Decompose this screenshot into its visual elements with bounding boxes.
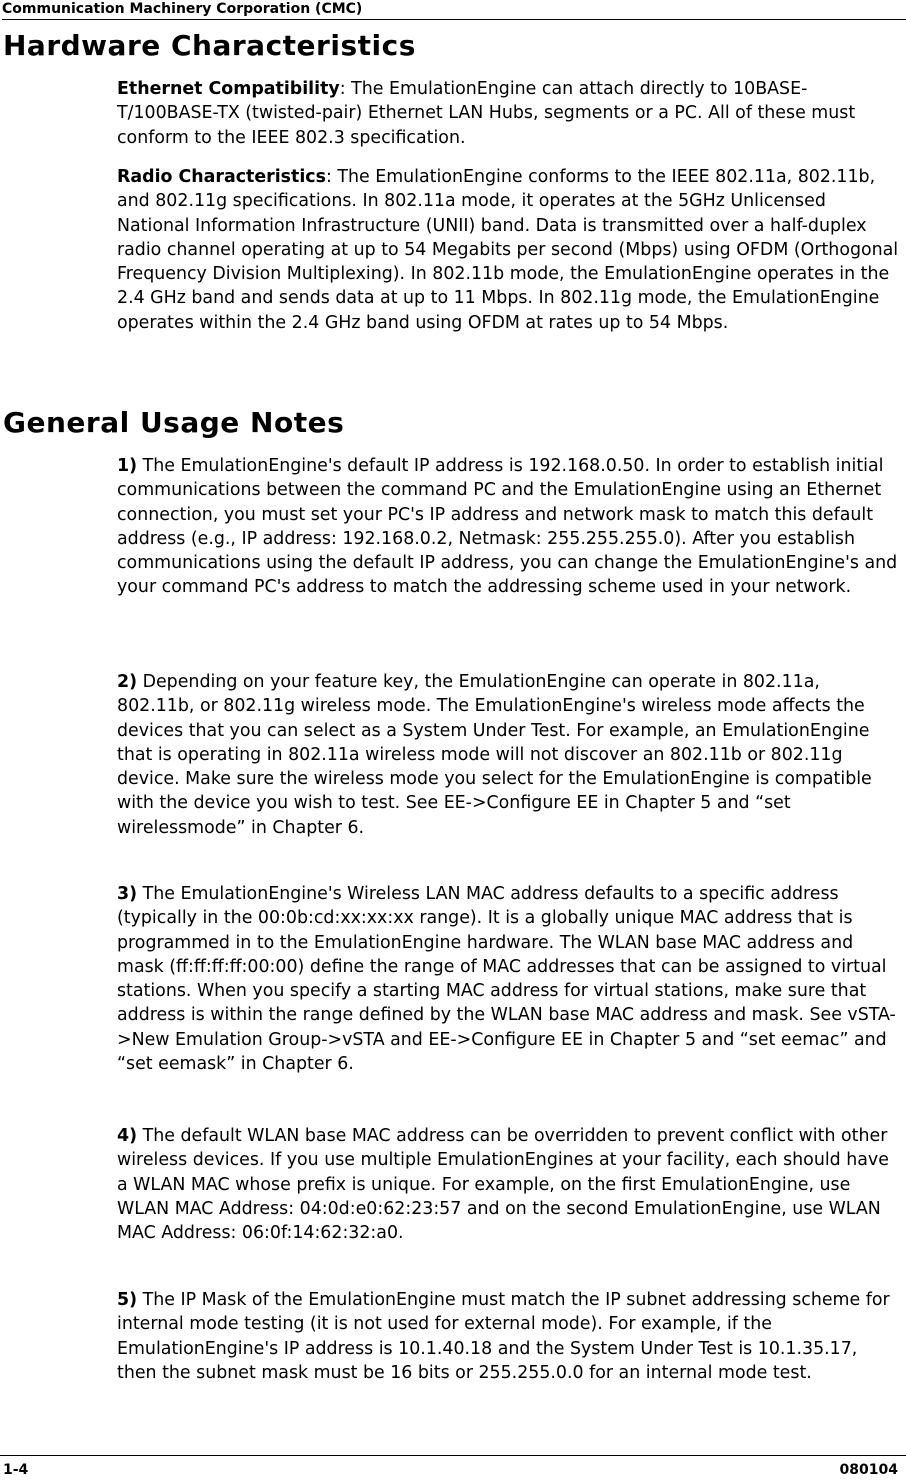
note-number: 4): [117, 1126, 138, 1146]
paragraph-radio-characteristics: [117, 165, 899, 335]
running-footer: [0, 1455, 906, 1478]
usage-note-1: [117, 454, 899, 600]
note-text: The default WLAN base MAC address can be overridden to prevent conflict with other wireless devices. If you use multiple EmulationEngines at your facility, each should have a WLAN MAC whose prefix is unique. For example, on the first EmulationEngine, use WLAN MAC Address: 04:0d:e0:62:23:57 and on the second EmulationEngine, use WLAN MAC Address: 06:0f:14:62:32:a0.: [117, 1126, 889, 1244]
usage-note-5: [117, 1288, 899, 1385]
term-ethernet-compatibility: Ethernet Compatibility: [117, 79, 340, 99]
document-number: 080104: [839, 1462, 898, 1478]
note-number: 2): [117, 672, 138, 692]
page-number: 1-4: [3, 1462, 29, 1478]
note-number: 5): [117, 1290, 138, 1310]
note-text: The EmulationEngine's Wireless LAN MAC address defaults to a specific address (typically in the 00:0b:cd:xx:xx:xx range). It is a globally unique MAC address that is programmed in to the EmulationEngine hardware. The WLAN base MAC address and mask (ff:ff:ff:ff:00:00) define the range of MAC addresses that can be assigned to virtual stations. When you specify a starting MAC address for virtual stations, make sure that address is within the range defined by the WLAN base MAC address and mask. See vSTA->New Emulation Group->vSTA and EE->Configure EE in Chapter 5 and “set eemac” and “set eemask” in Chapter 6.: [117, 884, 896, 1075]
ethernet-text: : The EmulationEngine can attach directly to 10BASE-T/100BASE-TX (twisted-pair) Ethernet LAN Hubs, segments or a PC. All of these must conform to the IEEE 802.3 specification.: [117, 79, 856, 148]
note-number: 3): [117, 884, 138, 904]
note-text: The EmulationEngine's default IP address is 192.168.0.50. In order to establish initial communications between the command PC and the EmulationEngine using an Ethernet connection, you must set your PC's IP address and network mask to match this default address (e.g., IP address: 192.168.0.2, Netmask: 255.255.255.0). After you establish communications using the default IP address, you can change the EmulationEngine's and your command PC's address to match the addressing scheme used in your network.: [117, 456, 898, 598]
term-radio-characteristics: Radio Characteristics: [117, 167, 326, 187]
usage-note-3: [117, 882, 899, 1076]
usage-note-4: [117, 1124, 899, 1245]
note-text: Depending on your feature key, the EmulationEngine can operate in 802.11a, 802.11b, or 802.11g wireless mode. The EmulationEngine's wireless mode affects the devices that you can select as a System Under Test. For example, an EmulationEngine that is operating in 802.11a wireless mode will not discover an 802.11b or 802.11g device. Make sure the wireless mode you select for the EmulationEngine is compatible with the device you wish to test. See EE->Configure EE in Chapter 5 and “set wirelessmode” in Chapter 6.: [117, 672, 872, 838]
section-title-hardware: Hardware Characteristics: [3, 29, 416, 62]
running-header: Communication Machinery Corporation (CMC): [2, 0, 906, 20]
radio-text: : The EmulationEngine conforms to the IEEE 802.11a, 802.11b, and 802.11g specifications. In 802.11a mode, it operates at the 5GHz Unlicensed National Information Infrastructure (UNII) band. Data is transmitted over a half-duplex radio channel operating at up to 54 Megabits per second (Mbps) using OFDM (Orthogonal Frequency Division Multiplexing). In 802.11b mode, the EmulationEngine operates in the 2.4 GHz band and sends data at up to 11 Mbps. In 802.11g mode, the EmulationEngine operates within the 2.4 GHz band using OFDM at rates up to 54 Mbps.: [117, 167, 899, 333]
note-number: 1): [117, 456, 138, 476]
usage-note-2: [117, 670, 899, 840]
paragraph-ethernet-compatibility: [117, 77, 899, 150]
note-text: The IP Mask of the EmulationEngine must match the IP subnet addressing scheme for internal mode testing (it is not used for external mode). For example, if the EmulationEngine's IP address is 10.1.40.18 and the System Under Test is 10.1.35.17, then the subnet mask must be 16 bits or 255.255.0.0 for an internal mode test.: [117, 1290, 890, 1383]
section-title-usage-notes: General Usage Notes: [3, 406, 345, 439]
